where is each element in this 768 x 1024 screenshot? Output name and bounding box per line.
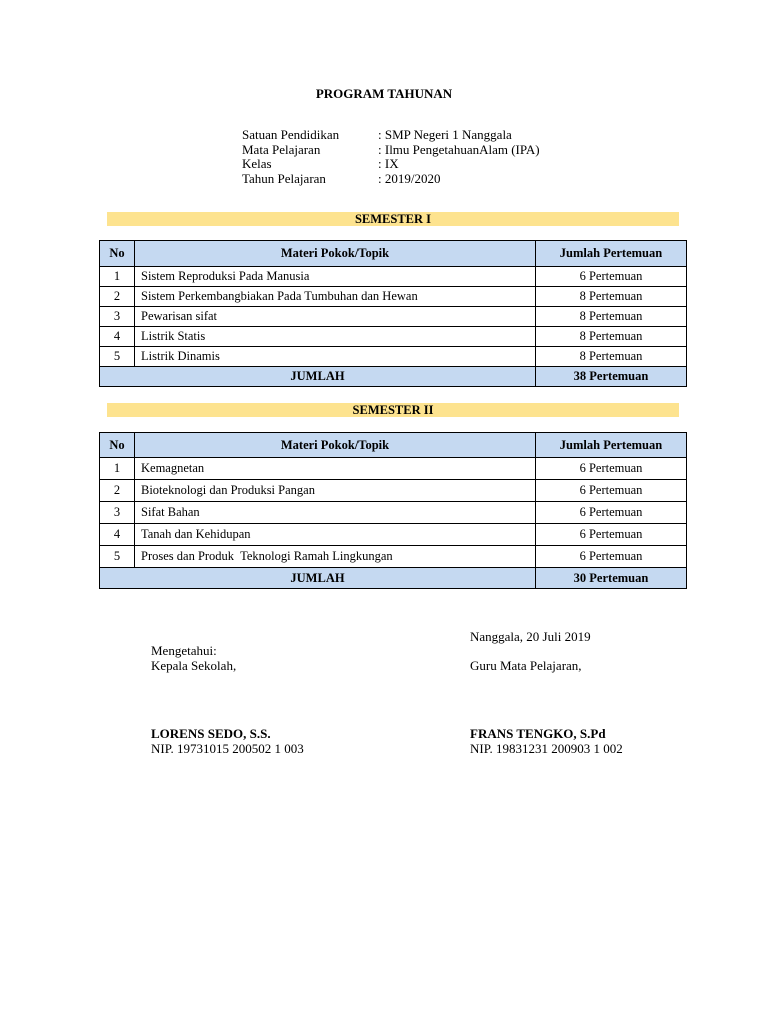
row-count: 6 Pertemuan	[536, 267, 687, 287]
table-row	[100, 524, 687, 546]
row-topic: Kemagnetan	[135, 458, 536, 480]
semester1-table	[99, 240, 687, 387]
row-no: 4	[100, 524, 135, 546]
semester2-heading: SEMESTER II	[107, 403, 679, 417]
table-row	[100, 480, 687, 502]
row-topic: Sistem Reproduksi Pada Manusia	[135, 267, 536, 287]
info-label: Satuan Pendidikan	[242, 127, 340, 142]
row-count: 8 Pertemuan	[536, 327, 687, 347]
total-row	[100, 367, 687, 387]
row-topic: Proses dan Produk Teknologi Ramah Lingkungan	[135, 546, 536, 568]
info-row-year	[242, 172, 540, 187]
acknowledged-label: Mengetahui:	[151, 643, 217, 658]
semester1-heading: SEMESTER I	[107, 212, 679, 226]
row-topic: Pewarisan sifat	[135, 307, 536, 327]
row-count: 8 Pertemuan	[536, 347, 687, 367]
table-row	[100, 502, 687, 524]
row-no: 2	[100, 287, 135, 307]
signature-right-name-block	[470, 726, 623, 756]
total-value: 38 Pertemuan	[536, 367, 687, 387]
info-row-school	[242, 128, 540, 143]
info-label: Tahun Pelajaran	[242, 170, 326, 186]
row-count: 8 Pertemuan	[536, 307, 687, 327]
row-count: 6 Pertemuan	[536, 546, 687, 568]
info-row-class	[242, 157, 540, 172]
table-header-row	[100, 433, 687, 458]
row-no: 4	[100, 327, 135, 347]
total-label: JUMLAH	[100, 568, 536, 589]
info-value: : IX	[378, 156, 399, 171]
row-topic: Listrik Dinamis	[135, 347, 536, 367]
header-topic: Materi Pokok/Topik	[135, 241, 536, 267]
row-no: 5	[100, 546, 135, 568]
semester2-table	[99, 432, 687, 589]
principal-title: Kepala Sekolah,	[151, 658, 237, 673]
row-count: 6 Pertemuan	[536, 502, 687, 524]
row-no: 1	[100, 458, 135, 480]
info-value: : SMP Negeri 1 Nanggala	[378, 127, 512, 142]
document-title: PROGRAM TAHUNAN	[315, 86, 453, 101]
info-value: : Ilmu PengetahuanAlam (IPA)	[378, 141, 540, 157]
row-topic: Bioteknologi dan Produksi Pangan	[135, 480, 536, 502]
header-no: No	[100, 241, 135, 267]
info-label: Mata Pelajaran	[242, 141, 321, 157]
table-header-row	[100, 241, 687, 267]
header-topic: Materi Pokok/Topik	[135, 433, 536, 458]
table-row	[100, 327, 687, 347]
row-topic: Listrik Statis	[135, 327, 536, 347]
row-topic: Tanah dan Kehidupan	[135, 524, 536, 546]
principal-nip: NIP. 19731015 200502 1 003	[151, 741, 304, 756]
row-no: 3	[100, 502, 135, 524]
row-no: 3	[100, 307, 135, 327]
signature-left	[151, 643, 236, 673]
table-row	[100, 347, 687, 367]
place-date: Nanggala, 20 Juli 2019	[470, 629, 591, 644]
total-label: JUMLAH	[100, 367, 536, 387]
header-count: Jumlah Pertemuan	[536, 433, 687, 458]
table-row	[100, 287, 687, 307]
teacher-title: Guru Mata Pelajaran,	[470, 658, 582, 673]
row-count: 6 Pertemuan	[536, 458, 687, 480]
info-block	[242, 128, 540, 186]
signature-left-name-block	[151, 726, 304, 756]
row-count: 6 Pertemuan	[536, 480, 687, 502]
total-value: 30 Pertemuan	[536, 568, 687, 589]
row-no: 1	[100, 267, 135, 287]
row-no: 5	[100, 347, 135, 367]
row-count: 6 Pertemuan	[536, 524, 687, 546]
info-label: Kelas	[242, 156, 272, 171]
row-topic: Sistem Perkembangbiakan Pada Tumbuhan dan Hewan	[135, 287, 536, 307]
info-row-subject	[242, 143, 540, 158]
row-count: 8 Pertemuan	[536, 287, 687, 307]
teacher-name: FRANS TENGKO, S.Pd	[470, 726, 606, 741]
table-row	[100, 458, 687, 480]
principal-name: LORENS SEDO, S.S.	[151, 726, 271, 741]
table-row	[100, 267, 687, 287]
info-value: : 2019/2020	[378, 170, 441, 186]
table-row	[100, 307, 687, 327]
total-row	[100, 568, 687, 589]
teacher-nip: NIP. 19831231 200903 1 002	[470, 741, 623, 756]
header-no: No	[100, 433, 135, 458]
header-count: Jumlah Pertemuan	[536, 241, 687, 267]
row-no: 2	[100, 480, 135, 502]
row-topic: Sifat Bahan	[135, 502, 536, 524]
table-row	[100, 546, 687, 568]
